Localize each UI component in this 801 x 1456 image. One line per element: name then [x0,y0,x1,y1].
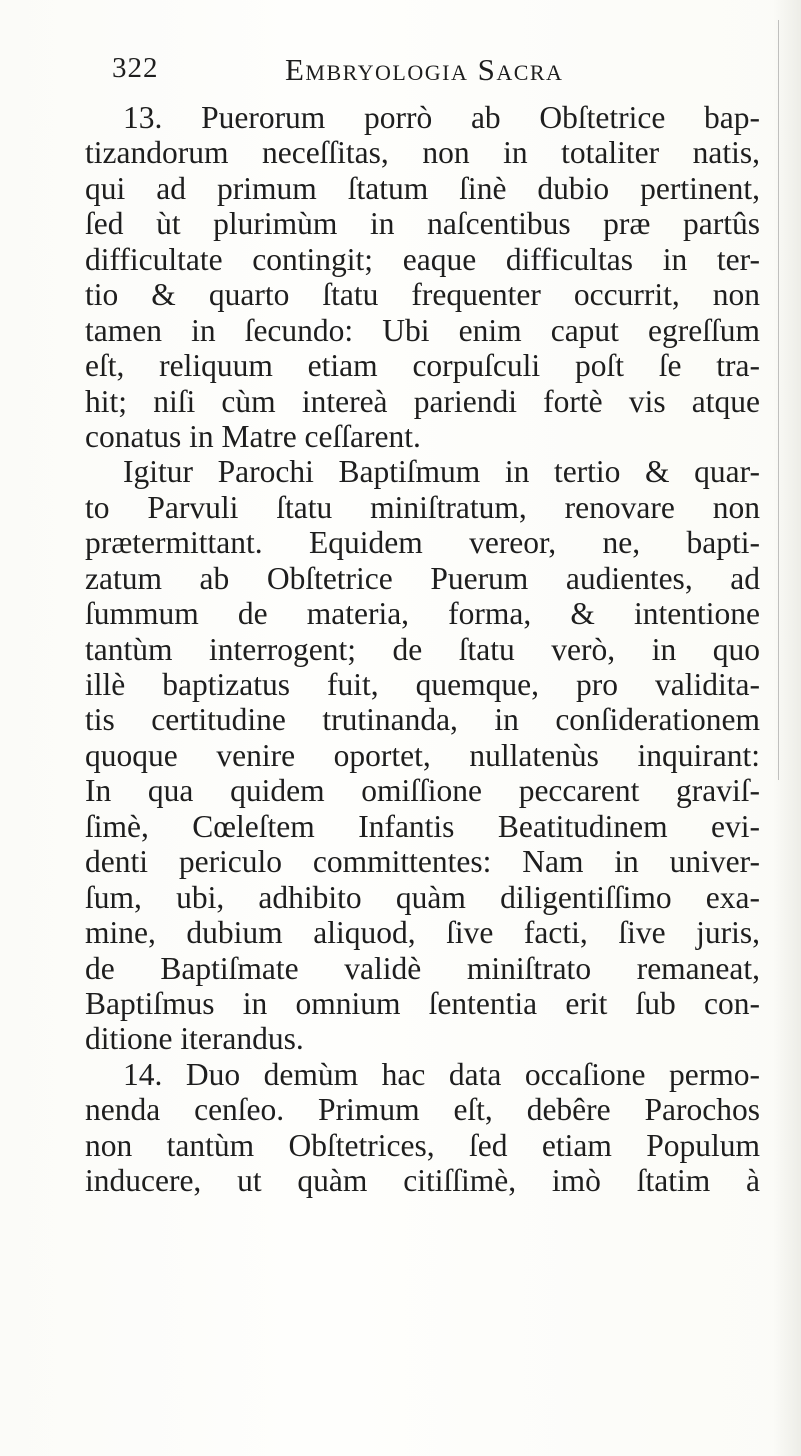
page-number: 322 [112,52,159,84]
text-line: inducere, ut quàm citiſſimè, imò ſtatim à [85,1163,760,1199]
text-line: to Parvuli ſtatu miniſtratum, renovare non [85,489,760,525]
text-line: tis certitudine trutinanda, in conſiderationem [85,702,760,738]
text-line: hit; niſi cùm intereà pariendi fortè vis atque [85,383,760,419]
text-line: conatus in Matre ceſſarent. [85,418,421,454]
text-line: nenda cenſeo. Primum eſt, debêre Parochos [85,1092,760,1128]
text-line: qui ad primum ſtatum ſinè dubio pertinent, [85,170,760,206]
text-line: difficultate contingit; eaque difficultas in ter- [85,241,760,277]
text-line: ſed ùt plurimùm in naſcentibus præ partûs [85,206,760,242]
text-line: prætermittant. Equidem vereor, ne, bapti- [85,525,760,561]
text-line: tio & quarto ſtatu frequenter occurrit, non [85,277,760,313]
text-line: denti periculo committentes: Nam in univer- [85,844,760,880]
text-line: tamen in ſecundo: Ubi enim caput egreſſum [85,312,760,348]
text-line: 14. Duo demùm hac data occaſione permo- [123,1056,760,1092]
text-line: quoque venire oportet, nullatenùs inquirant: [85,737,760,773]
text-line: tizandorum neceſſitas, non in totaliter natis, [85,135,760,171]
text-line: de Baptiſmate validè miniſtrato remaneat, [85,950,760,986]
text-line: illè baptizatus fuit, quemque, pro validita- [85,667,760,702]
text-line: non tantùm Obſtetrices, ſed etiam Populum [85,1127,760,1163]
text-line: ditione iterandus. [85,1021,304,1057]
text-line: ſimè, Cœleſtem Infantis Beatitudinem evi- [85,808,760,844]
text-line: ſum, ubi, adhibito quàm diligentiſſimo exa- [85,879,760,915]
page-edge-line [778,20,779,780]
text-line: mine, dubium aliquod, ſive facti, ſive juris, [85,915,760,951]
text-line: zatum ab Obſtetrice Puerum audientes, ad [85,560,760,596]
text-line: eſt, reliquum etiam corpuſculi poſt ſe tra- [85,348,760,384]
running-head: Embryologia Sacra [285,52,564,87]
text-line: tantùm interrogent; de ſtatu verò, in quo [85,631,760,667]
text-line: In qua quidem omiſſione peccarent graviſ- [85,773,760,809]
text-line: Igitur Parochi Baptiſmum in tertio & quar- [123,454,760,490]
text-line: Baptiſmus in omnium ſententia erit ſub con- [85,985,760,1021]
page-header [112,52,752,88]
text-line: ſummum de materia, forma, & intentione [85,596,760,632]
text-line: 13. Puerorum porrò ab Obſtetrice bap- [123,100,760,135]
body-text [85,100,760,1199]
